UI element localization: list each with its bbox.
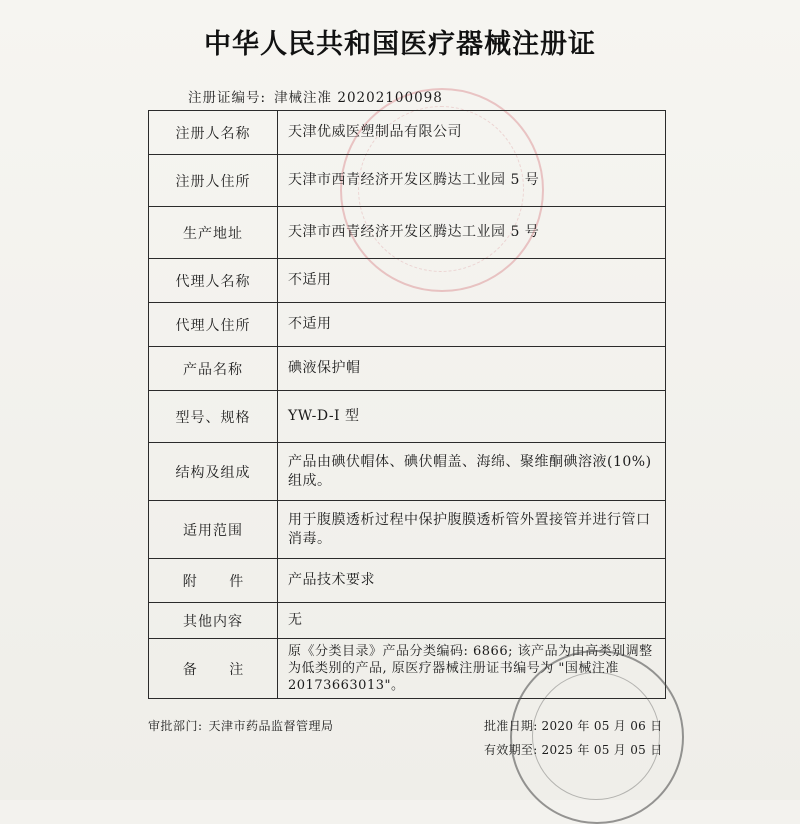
table-row [149, 603, 666, 639]
approval-department [148, 717, 334, 734]
valid-until [484, 741, 663, 758]
row-value-structure: 产品由碘伏帽体、碘伏帽盖、海绵、聚维酮碘溶液(10%)组成。 [278, 443, 666, 501]
table-row [149, 155, 666, 207]
row-label-attachment: 附 件 [149, 559, 278, 603]
approval-date-label: 批准日期: [484, 719, 538, 733]
row-label-agent-name: 代理人名称 [149, 259, 278, 303]
registration-number [188, 86, 443, 106]
table-row [149, 347, 666, 391]
document-title: 中华人民共和国医疗器械注册证 [204, 29, 596, 60]
row-label-structure: 结构及组成 [149, 443, 278, 501]
row-value-other: 无 [278, 603, 666, 639]
row-value-model-spec: YW-D-I 型 [278, 391, 666, 443]
row-value-product-name: 碘液保护帽 [278, 347, 666, 391]
row-value-attachment: 产品技术要求 [278, 559, 666, 603]
approval-department-value: 天津市药品监督管理局 [208, 719, 334, 733]
table-row [149, 443, 666, 501]
table-row [149, 259, 666, 303]
row-label-model-spec: 型号、规格 [149, 391, 278, 443]
certificate-table [148, 110, 666, 699]
valid-until-value: 2025 年 05 月 05 日 [541, 743, 663, 757]
row-label-other: 其他内容 [149, 603, 278, 639]
row-value-registrant-address: 天津市西青经济开发区腾达工业园 5 号 [278, 155, 666, 207]
table-row [149, 111, 666, 155]
table-row [149, 207, 666, 259]
row-value-remarks: 原《分类目录》产品分类编码: 6866; 该产品为由高类别调整为低类别的产品, 原医疗器械注册证书编号为 "国械注准 20173663013"。 [278, 639, 666, 699]
registration-number-label: 注册证编号: [188, 90, 267, 106]
row-value-registrant-name: 天津优威医塑制品有限公司 [278, 111, 666, 155]
table-row [149, 501, 666, 559]
table-row [149, 559, 666, 603]
table-row [149, 639, 666, 699]
valid-until-label: 有效期至: [484, 743, 538, 757]
row-label-registrant-address: 注册人住所 [149, 155, 278, 207]
registration-number-value: 津械注准 20202100098 [274, 90, 443, 106]
row-label-agent-address: 代理人住所 [149, 303, 278, 347]
row-value-agent-name: 不适用 [278, 259, 666, 303]
row-label-product-name: 产品名称 [149, 347, 278, 391]
row-value-production-address: 天津市西青经济开发区腾达工业园 5 号 [278, 207, 666, 259]
approval-date-value: 2020 年 05 月 06 日 [541, 719, 663, 733]
table-row [149, 303, 666, 347]
row-label-production-address: 生产地址 [149, 207, 278, 259]
row-value-scope: 用于腹膜透析过程中保护腹膜透析管外置接管并进行管口消毒。 [278, 501, 666, 559]
approval-department-label: 审批部门: [148, 719, 203, 733]
table-row [149, 391, 666, 443]
row-value-agent-address: 不适用 [278, 303, 666, 347]
approval-date [484, 717, 663, 734]
row-label-registrant-name: 注册人名称 [149, 111, 278, 155]
row-label-scope: 适用范围 [149, 501, 278, 559]
row-label-remarks: 备 注 [149, 639, 278, 699]
